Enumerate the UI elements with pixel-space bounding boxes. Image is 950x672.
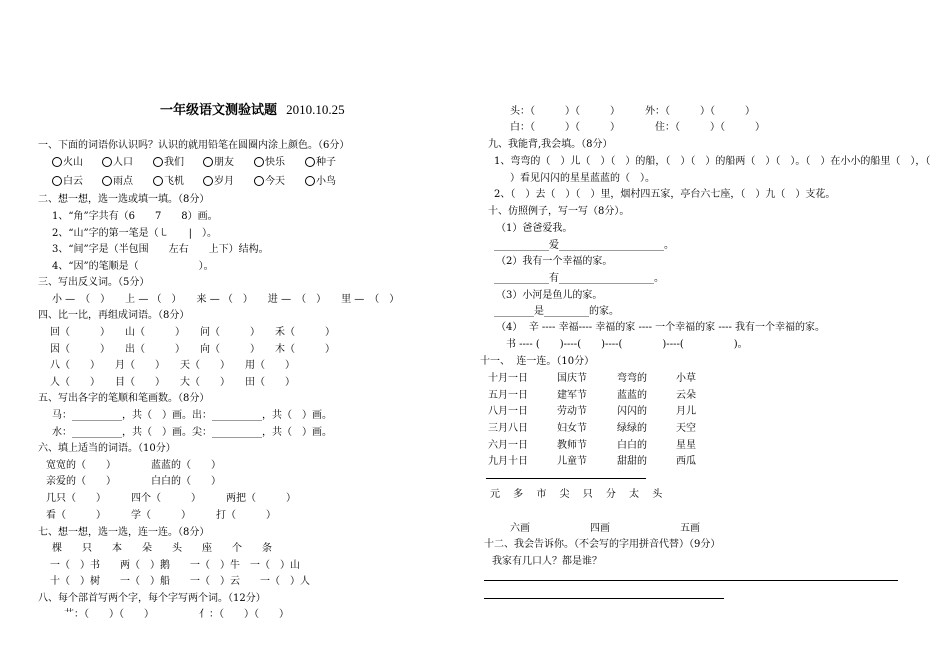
section-9-heading: 九、我能背,我会填。（8分） xyxy=(488,139,613,150)
title-date: 2010.10.25 xyxy=(286,102,345,117)
circle-icon xyxy=(153,157,163,167)
match-date: 三月八日 xyxy=(488,423,528,434)
measure-row: 一（ ）书 两（ ）鹅 一（ ）牛 一（ ）山 xyxy=(50,560,300,571)
word-label: 今天 xyxy=(265,176,285,187)
section-3-heading: 三、写出反义词。（5分） xyxy=(38,277,150,288)
section-2-item-1: 1、“角”字共有（6 7 8）画。 xyxy=(52,211,218,222)
circle-icon xyxy=(102,157,112,167)
poem-line: ）看见闪闪的星星蓝蓝的（ ）。 xyxy=(510,173,655,184)
radical-row: 艹：（ ）（ ） 亻：（ ）（ ） xyxy=(64,609,289,620)
match-noun: 云朵 xyxy=(676,390,696,401)
example-sentence: （3）小河是鱼儿的家。 xyxy=(496,290,603,301)
match-date: 六月一日 xyxy=(488,440,528,451)
match-adjective: 闪闪的 xyxy=(617,406,647,417)
fill-row: 看（ ） 学（ ） 打（ ） xyxy=(46,510,276,521)
circle-icon xyxy=(52,176,62,186)
word-label: 我们 xyxy=(164,157,184,168)
word-label: 火山 xyxy=(63,157,83,168)
match-noun: 月儿 xyxy=(676,406,696,417)
match-noun: 天空 xyxy=(676,423,696,434)
section-2-item-3: 3、“间”字是（半包围 左右 上下）结构。 xyxy=(52,244,269,255)
section-2-item-2: 2、“山”字的第一笔是（㇄ | ）。 xyxy=(52,228,217,239)
match-date: 五月一日 xyxy=(488,390,528,401)
match-adjective: 白白的 xyxy=(617,440,647,451)
poem-line: 2、（ ）去（ ）（ ）里，烟村四五家，亭台六七座，（ ）九（ ）支花。 xyxy=(494,189,836,200)
blank-sentence: ___________爱_____________________。 xyxy=(494,240,674,251)
match-adjective: 甜甜的 xyxy=(617,456,647,467)
word-label: 白云 xyxy=(63,176,83,187)
word-option[interactable] xyxy=(305,176,336,188)
word-label: 小鸟 xyxy=(316,176,336,187)
circle-icon xyxy=(153,176,163,186)
match-date: 九月十日 xyxy=(488,456,528,467)
circle-icon xyxy=(254,157,264,167)
word-option[interactable] xyxy=(153,157,184,169)
word-label: 雨点 xyxy=(113,176,133,187)
word-option[interactable] xyxy=(254,176,285,188)
word-label: 朋友 xyxy=(214,157,234,168)
word-option[interactable] xyxy=(305,157,336,169)
compare-row: 回（ ） 山（ ） 问（ ） 禾（ ） xyxy=(50,327,335,338)
word-option[interactable] xyxy=(203,176,234,188)
circle-icon xyxy=(52,157,62,167)
section-7-heading: 七、想一想，选一选，连一连。（8分） xyxy=(38,527,210,538)
match-date: 十月一日 xyxy=(488,373,528,384)
word-label: 快乐 xyxy=(265,157,285,168)
section-12-question: 我家有几口人？都是谁？ xyxy=(492,556,602,567)
title-text: 一年级语文测验试题 xyxy=(160,103,278,118)
word-option[interactable] xyxy=(153,176,184,188)
stroke-groups: 六画 四画 五画 xyxy=(510,523,700,534)
section-4-heading: 四、比一比，再组成词语。（8分） xyxy=(38,310,190,321)
example-sentence: （2）我有一个幸福的家。 xyxy=(496,256,613,267)
example-sentence: （1）爸爸爱我。 xyxy=(496,223,573,234)
match-festival: 劳动节 xyxy=(557,406,587,417)
match-festival: 儿童节 xyxy=(557,456,587,467)
word-label: 种子 xyxy=(316,157,336,168)
circle-icon xyxy=(305,176,315,186)
match-adjective: 弯弯的 xyxy=(617,373,647,384)
stroke-row: 水：__________，共（ ）画。尖：__________，共（ ）画。 xyxy=(52,427,332,438)
measure-row: 十（ ）树 一（ ）船 一（ ）云 一（ ）人 xyxy=(50,576,310,587)
word-option[interactable] xyxy=(102,176,133,188)
character-list: 元 多 市 尖 只 分 太 头 xyxy=(490,489,663,500)
example-sentence: （4） 辛 ---- 幸福---- 幸福的家 ---- 一个幸福的家 ---- 我有一个幸福的家。 xyxy=(496,322,826,333)
poem-line: 1、弯弯的（ ）儿（ ）（ ）的船，（ ）（ ）的船两（ ）（ ）。（ ）在小小的船里（ ），（ xyxy=(494,156,931,167)
match-adjective: 绿绿的 xyxy=(617,423,647,434)
blank-sentence: 书 ---- ( )----( )----( )----( )。 xyxy=(506,339,748,350)
compare-row: 人（ ） 目（ ） 大（ ） 田（ ） xyxy=(50,377,295,388)
word-option[interactable] xyxy=(102,157,133,169)
match-festival: 妇女节 xyxy=(557,423,587,434)
match-adjective: 蓝蓝的 xyxy=(617,390,647,401)
radical-row: 白：（ ）（ ） 住：（ ）（ ） xyxy=(510,122,765,133)
word-option[interactable] xyxy=(52,157,83,169)
section-1-heading: 一、下面的词语你认识吗？认识的就用铅笔在圆圈内涂上颜色。（6分） xyxy=(38,140,350,151)
fill-row: 亲爱的（ ） 白白的（ ） xyxy=(46,476,221,487)
section-5-heading: 五、写出各字的笔顺和笔画数。（8分） xyxy=(38,393,210,404)
circle-icon xyxy=(254,176,264,186)
circle-icon xyxy=(305,157,315,167)
blank-sentence: ___________有___________________。 xyxy=(494,273,664,284)
fill-row: 几只（ ） 四个（ ） 两把（ ） xyxy=(46,493,296,504)
section-8-heading: 八、每个部首写两个字，每个字写两个词。（12分） xyxy=(38,593,266,604)
match-noun: 西瓜 xyxy=(676,456,696,467)
word-label: 人口 xyxy=(113,157,133,168)
section-6-heading: 六、填上适当的词语。（10分） xyxy=(38,443,176,454)
stroke-row: 马：__________，共（ ）画。出：__________，共（ ）画。 xyxy=(52,410,332,421)
word-label: 飞机 xyxy=(164,176,184,187)
answer-line[interactable] xyxy=(484,580,898,581)
word-option[interactable] xyxy=(52,176,83,188)
word-option[interactable] xyxy=(203,157,234,169)
circle-icon xyxy=(203,176,213,186)
radical-row: 头：（ ）（ ） 外：（ ）（ ） xyxy=(510,106,755,117)
section-11-heading: 十一、 连一连。（10分） xyxy=(480,356,595,367)
compare-row: 因（ ） 出（ ） 向（ ） 木（ ） xyxy=(50,344,335,355)
match-festival: 建军节 xyxy=(557,390,587,401)
page-title xyxy=(160,104,345,117)
divider xyxy=(486,478,646,479)
answer-line[interactable] xyxy=(484,598,724,599)
match-noun: 星星 xyxy=(676,440,696,451)
word-label: 岁月 xyxy=(214,176,234,187)
circle-icon xyxy=(203,157,213,167)
circle-icon xyxy=(102,176,112,186)
section-10-heading: 十、仿照例子，写一写（8分）。 xyxy=(488,206,630,217)
match-noun: 小草 xyxy=(676,373,696,384)
antonym-line: 小 — （ ） 上 — （ ） 来 — （ ） 进 — （ ） 里 — （ ） xyxy=(52,294,400,305)
match-festival: 国庆节 xyxy=(557,373,587,384)
blank-sentence: ________是_________的家。 xyxy=(494,306,619,317)
word-option[interactable] xyxy=(254,157,285,169)
match-date: 八月一日 xyxy=(488,406,528,417)
section-12-heading: 十二、我会告诉你。（不会写的字用拼音代替）（9分） xyxy=(484,539,721,550)
fill-row: 宽宽的（ ） 蓝蓝的（ ） xyxy=(46,460,221,471)
section-2-item-4: 4、“因”的笔顺是（ ）。 xyxy=(52,261,214,272)
measure-words: 棵 只 本 朵 头 座 个 条 xyxy=(52,543,272,554)
match-festival: 教师节 xyxy=(557,440,587,451)
compare-row: 八（ ） 月（ ） 天（ ） 用（ ） xyxy=(50,360,295,371)
section-2-heading: 二、想一想，选一选或填一填。（8分） xyxy=(38,194,210,205)
